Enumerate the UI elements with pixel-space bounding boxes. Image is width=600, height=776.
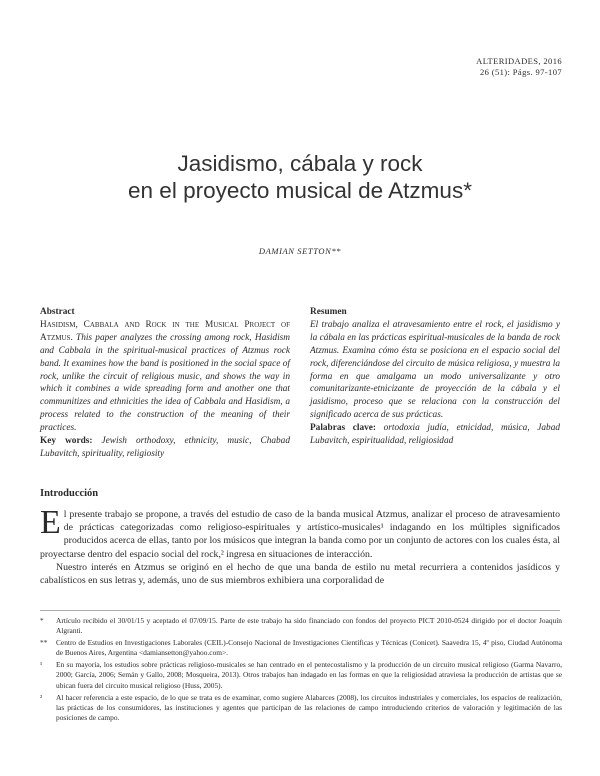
footnotes [40, 616, 562, 725]
intro-body [40, 504, 560, 587]
abstract-text [40, 319, 290, 435]
footnote-text: En su mayoría, los estudios sobre prácticas religioso-musicales se han centrado en el pentecostalismo y la producción de un circuito musical religioso (Garma Navarro, 2000; García, 2006; Semán y Gallo, 2008; Mosqueira, 2013). Otros trabajos han indagado en las formas en que la religiosidad atraviesa la producción de artistas que se ubican fuera del circuito musical religioso (Huss, 2005). [56, 660, 562, 690]
footnote-mark: ** [40, 638, 48, 648]
intro-p1-text: l presente trabajo se propone, a través del estudio de caso de la banda musical Atzmus, analizar el proceso de atravesamiento de prácticas categorizadas como religioso-espirituales y artístico-musicales¹ indagando en los múltiples significados producidos acerca de ellas, tanto por los músicos que integran la banda como por un conjunto de actores con los cuales ésta, al proyectarse dentro del espacio social del rock,² ingresa en situaciones de interacción. [40, 509, 560, 560]
abstract-caps-title: Hasidism, Cabbala and Rock in the Musical Project of Atzmus. [40, 319, 290, 343]
palabras-clave-line [310, 422, 560, 448]
footnote-mark: ² [40, 692, 43, 702]
title-line-1: Jasidismo, cábala y rock [177, 151, 423, 176]
footnote-text: Artículo recibido el 30/01/15 y aceptado el 07/09/15. Parte de este trabajo ha sido financiado con fondos del proyecto PICT 2010-0524 dirigido por el doctor Joaquín Algranti. [56, 616, 562, 636]
abstract-heading: Abstract [40, 307, 75, 317]
resumen-column [310, 306, 560, 448]
footnote [40, 693, 562, 723]
intro-heading: Introducción [40, 488, 99, 499]
palabras-clave-label: Palabras clave: [310, 423, 376, 434]
abstract-column [40, 306, 290, 461]
footnote [40, 616, 562, 636]
footnote-divider [40, 610, 560, 611]
resumen-heading: Resumen [310, 307, 347, 317]
palabras-clave-list: ortodoxia judía, etnicidad, música, Jabad Lubavitch, espiritualidad, religiosidad [310, 423, 560, 447]
footnote [40, 660, 562, 690]
abstract-body: This paper analyzes the crossing among rock, Hasidism and Cabbala in the spiritual-musical practices of Atzmus rock band. It examines how the band is positioned in the social space of rock, unlike the circuit of religious music, and shows the way in which it combines a wide spreading form and another one that communitizes and ethnicities the idea of Cabbala and Hasidism, a process related to the construction of the meaning of their practices. [40, 332, 290, 434]
journal-name: ALTERIDADES, 2016 [476, 56, 562, 66]
keywords-list: Jewish orthodoxy, ethnicity, music, Chabad Lubavitch, spirituality, religiosity [40, 436, 290, 459]
title-line-2: en el proyecto musical de Atzmus* [128, 178, 472, 203]
footnote [40, 638, 562, 658]
drop-cap: E [40, 504, 61, 541]
intro-paragraph-2: Nuestro interés en Atzmus se originó en el hecho de que una banda de estilo nu metal recurriera a contenidos jasídicos y cabalísticos en sus letras y, además, uno de sus miembros exhibiera una corporalidad de [40, 561, 560, 587]
article-title [0, 150, 600, 204]
intro-paragraph-1 [40, 504, 560, 561]
keywords-line [40, 435, 290, 461]
footnote-text: Al hacer referencia a este espacio, de lo que se trata es de examinar, como sugiere Alabarces (2008), los circuitos industriales y comerciales, los espacios de realización, las prácticas de los consumidores, las instituciones y agentes que participan de las relaciones de campo introduciendo criterios de valoración y legitimación de las posiciones de campo. [56, 692, 562, 722]
keywords-label: Key words: [40, 436, 93, 447]
journal-header [476, 56, 562, 78]
footnote-mark: * [40, 616, 44, 625]
resumen-text: El trabajo analiza el atravesamiento entre el rock, el jasidismo y la cábala en las prácticas espiritual-musicales de la banda de rock Atzmus. Examina cómo ésta se posiciona en el espacio social del rock, diferenciándose del circuito de música religiosa, y muestra la forma en que amalgama un modo universalizante y otro comunitarizante-etnicizante de proyección de la cábala y el jasidismo, proceso que se relaciona con la construcción del significado acerca de sus prácticas. [310, 319, 560, 421]
footnote-text: Centro de Estudios en Investigaciones Laborales (CEIL)-Consejo Nacional de Investigaciones Científicas y Técnicas (Conicet). Saavedra 15, 4º piso, Ciudad Autónoma de Buenos Aires, Argentina <damiansetton@yahoo.com>. [56, 638, 562, 658]
journal-issue: 26 (51): Págs. 97-107 [479, 67, 562, 77]
footnote-mark: ¹ [40, 660, 43, 670]
author-name: DAMIAN SETTON** [258, 246, 342, 256]
